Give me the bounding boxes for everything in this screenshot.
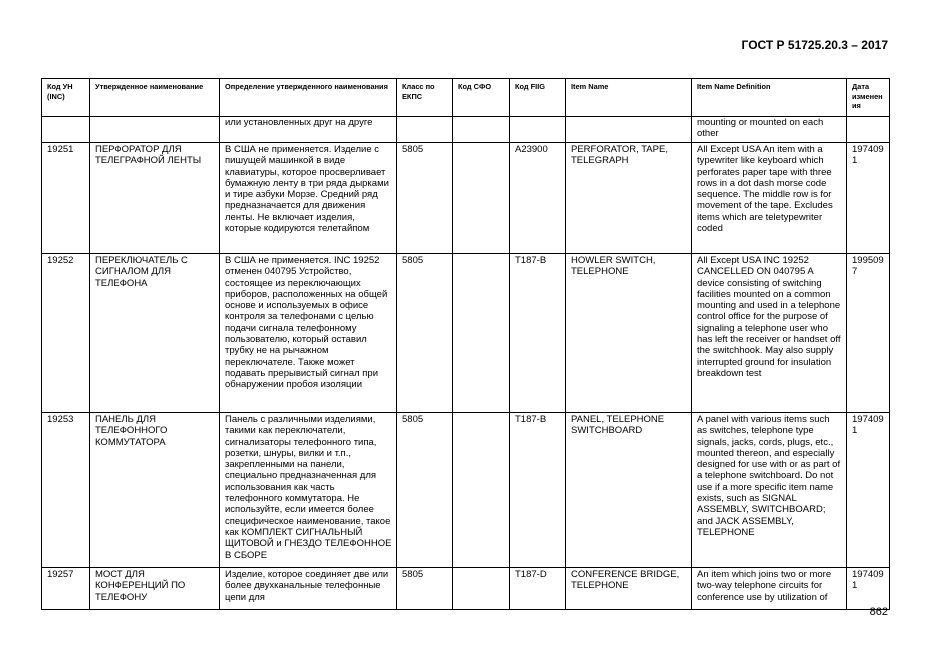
cell-inc: 19252	[42, 254, 90, 413]
col-header-class: Класс по ЕКПС	[397, 79, 453, 117]
cell-definition: В США не применяется. INC 19252 отменен 040795 Устройство, состоящее из переключающих приборов, расположенных на общей основе и используемых в офисе контроля за телефонами с целью подачи сигнала телефонному пользователю, который оставил трубку не на рычажном переключателе. Также может подавать прерывистый сигнал при обнаружении пробоя изоляции	[220, 254, 397, 413]
cell-fiig: T187-B	[510, 254, 566, 413]
cell-item-name: PANEL, TELEPHONE SWITCHBOARD	[566, 413, 692, 568]
cell-approved-name: ПАНЕЛЬ ДЛЯ ТЕЛЕФОННОГО КОММУТАТОРА	[90, 413, 220, 568]
col-header-item-definition: Item Name Definition	[692, 79, 847, 117]
cell-definition: Изделие, которое соединяет две или более двухканальные телефонные цепи для	[220, 568, 397, 610]
cell-date: 1974091	[847, 413, 890, 568]
cell-approved-name: МОСТ ДЛЯ КОНФЕРЕНЦИЙ ПО ТЕЛЕФОНУ	[90, 568, 220, 610]
table-row	[42, 143, 890, 254]
cell-item-name: CONFERENCE BRIDGE, TELEPHONE	[566, 568, 692, 610]
table-row	[42, 568, 890, 610]
document-code: ГОСТ Р 51725.20.3 – 2017	[741, 38, 888, 52]
cell-sfo	[453, 117, 510, 143]
cell-sfo	[453, 568, 510, 610]
col-header-inc: Код УН (INC)	[42, 79, 90, 117]
cell-class: 5805	[397, 254, 453, 413]
cell-sfo	[453, 143, 510, 254]
cell-date: 1995097	[847, 254, 890, 413]
table-row	[42, 117, 890, 143]
cell-class: 5805	[397, 568, 453, 610]
cell-class: 5805	[397, 143, 453, 254]
cell-fiig	[510, 117, 566, 143]
cell-sfo	[453, 413, 510, 568]
table-header-row	[42, 79, 890, 117]
table-row	[42, 254, 890, 413]
page-number: 862	[869, 606, 888, 618]
cell-date: 1974091	[847, 143, 890, 254]
table-row	[42, 413, 890, 568]
cell-definition: В США не применяется. Изделие с пишущей машинкой в виде клавиатуры, которое просверливает бумажную ленту в три ряда дырками и тире азбуки Морзе. Средний ряд предназначается для движения ленты. Не включает изделия, которые кодируются телетайпом	[220, 143, 397, 254]
cell-fiig: T187-D	[510, 568, 566, 610]
cell-date	[847, 117, 890, 143]
cell-fiig: A23900	[510, 143, 566, 254]
cell-inc: 19257	[42, 568, 90, 610]
col-header-fiig: Код FIIG	[510, 79, 566, 117]
cell-class	[397, 117, 453, 143]
cell-definition: Панель с различными изделиями, такими как переключатели, сигнализаторы телефонного типа, розетки, шнуры, вилки и т.п., закрепленными на панели, специально предназначенная для использования как часть телефонного коммутатора. Не используйте, если имеется более специфическое наименование, такое как КОМПЛЕКТ СИГНАЛЬНЫЙ ЩИТОВОЙ и ГНЕЗДО ТЕЛЕФОННОЕ В СБОРЕ	[220, 413, 397, 568]
data-table	[41, 78, 890, 610]
cell-item-definition: All Except USA INC 19252 CANCELLED ON 040795 A device consisting of switching facilities mounted on a common mounting and used in a telephone control office for the purpose of signaling a telephone user who has left the receiver or handset off the switchhook. May also supply interrupted ground for insulation breakdown test	[692, 254, 847, 413]
cell-item-name	[566, 117, 692, 143]
col-header-sfo: Код СФО	[453, 79, 510, 117]
cell-date: 1974091	[847, 568, 890, 610]
cell-item-definition: mounting or mounted on each other	[692, 117, 847, 143]
col-header-item-name: Item Name	[566, 79, 692, 117]
cell-class: 5805	[397, 413, 453, 568]
cell-definition: или установленных друг на друге	[220, 117, 397, 143]
cell-inc: 19251	[42, 143, 90, 254]
col-header-definition: Определение утвержденного наименования	[220, 79, 397, 117]
cell-approved-name: ПЕРФОРАТОР ДЛЯ ТЕЛЕГРАФНОЙ ЛЕНТЫ	[90, 143, 220, 254]
cell-item-definition: A panel with various items such as switches, telephone type signals, jacks, cords, plugs, etc., mounted thereon, and especially designed for use with or as part of a telephone switchboard. Do not use if a more specific item name exists, such as SIGNAL ASSEMBLY, SWITCHBOARD; and JACK ASSEMBLY, TELEPHONE	[692, 413, 847, 568]
cell-sfo	[453, 254, 510, 413]
col-header-date: Дата изменения	[847, 79, 890, 117]
cell-item-definition: All Except USA An item with a typewriter like keyboard which perforates paper tape with three rows in a dot dash morse code sequence. The middle row is for movement of the tape. Excludes items which are teletypewriter coded	[692, 143, 847, 254]
cell-approved-name	[90, 117, 220, 143]
cell-item-name: HOWLER SWITCH, TELEPHONE	[566, 254, 692, 413]
cell-approved-name: ПЕРЕКЛЮЧАТЕЛЬ С СИГНАЛОМ ДЛЯ ТЕЛЕФОНА	[90, 254, 220, 413]
col-header-approved-name: Утвержденное наименование	[90, 79, 220, 117]
cell-item-definition: An item which joins two or more two-way telephone circuits for conference use by utilization of	[692, 568, 847, 610]
cell-inc	[42, 117, 90, 143]
cell-inc: 19253	[42, 413, 90, 568]
cell-item-name: PERFORATOR, TAPE, TELEGRAPH	[566, 143, 692, 254]
cell-fiig: T187-B	[510, 413, 566, 568]
